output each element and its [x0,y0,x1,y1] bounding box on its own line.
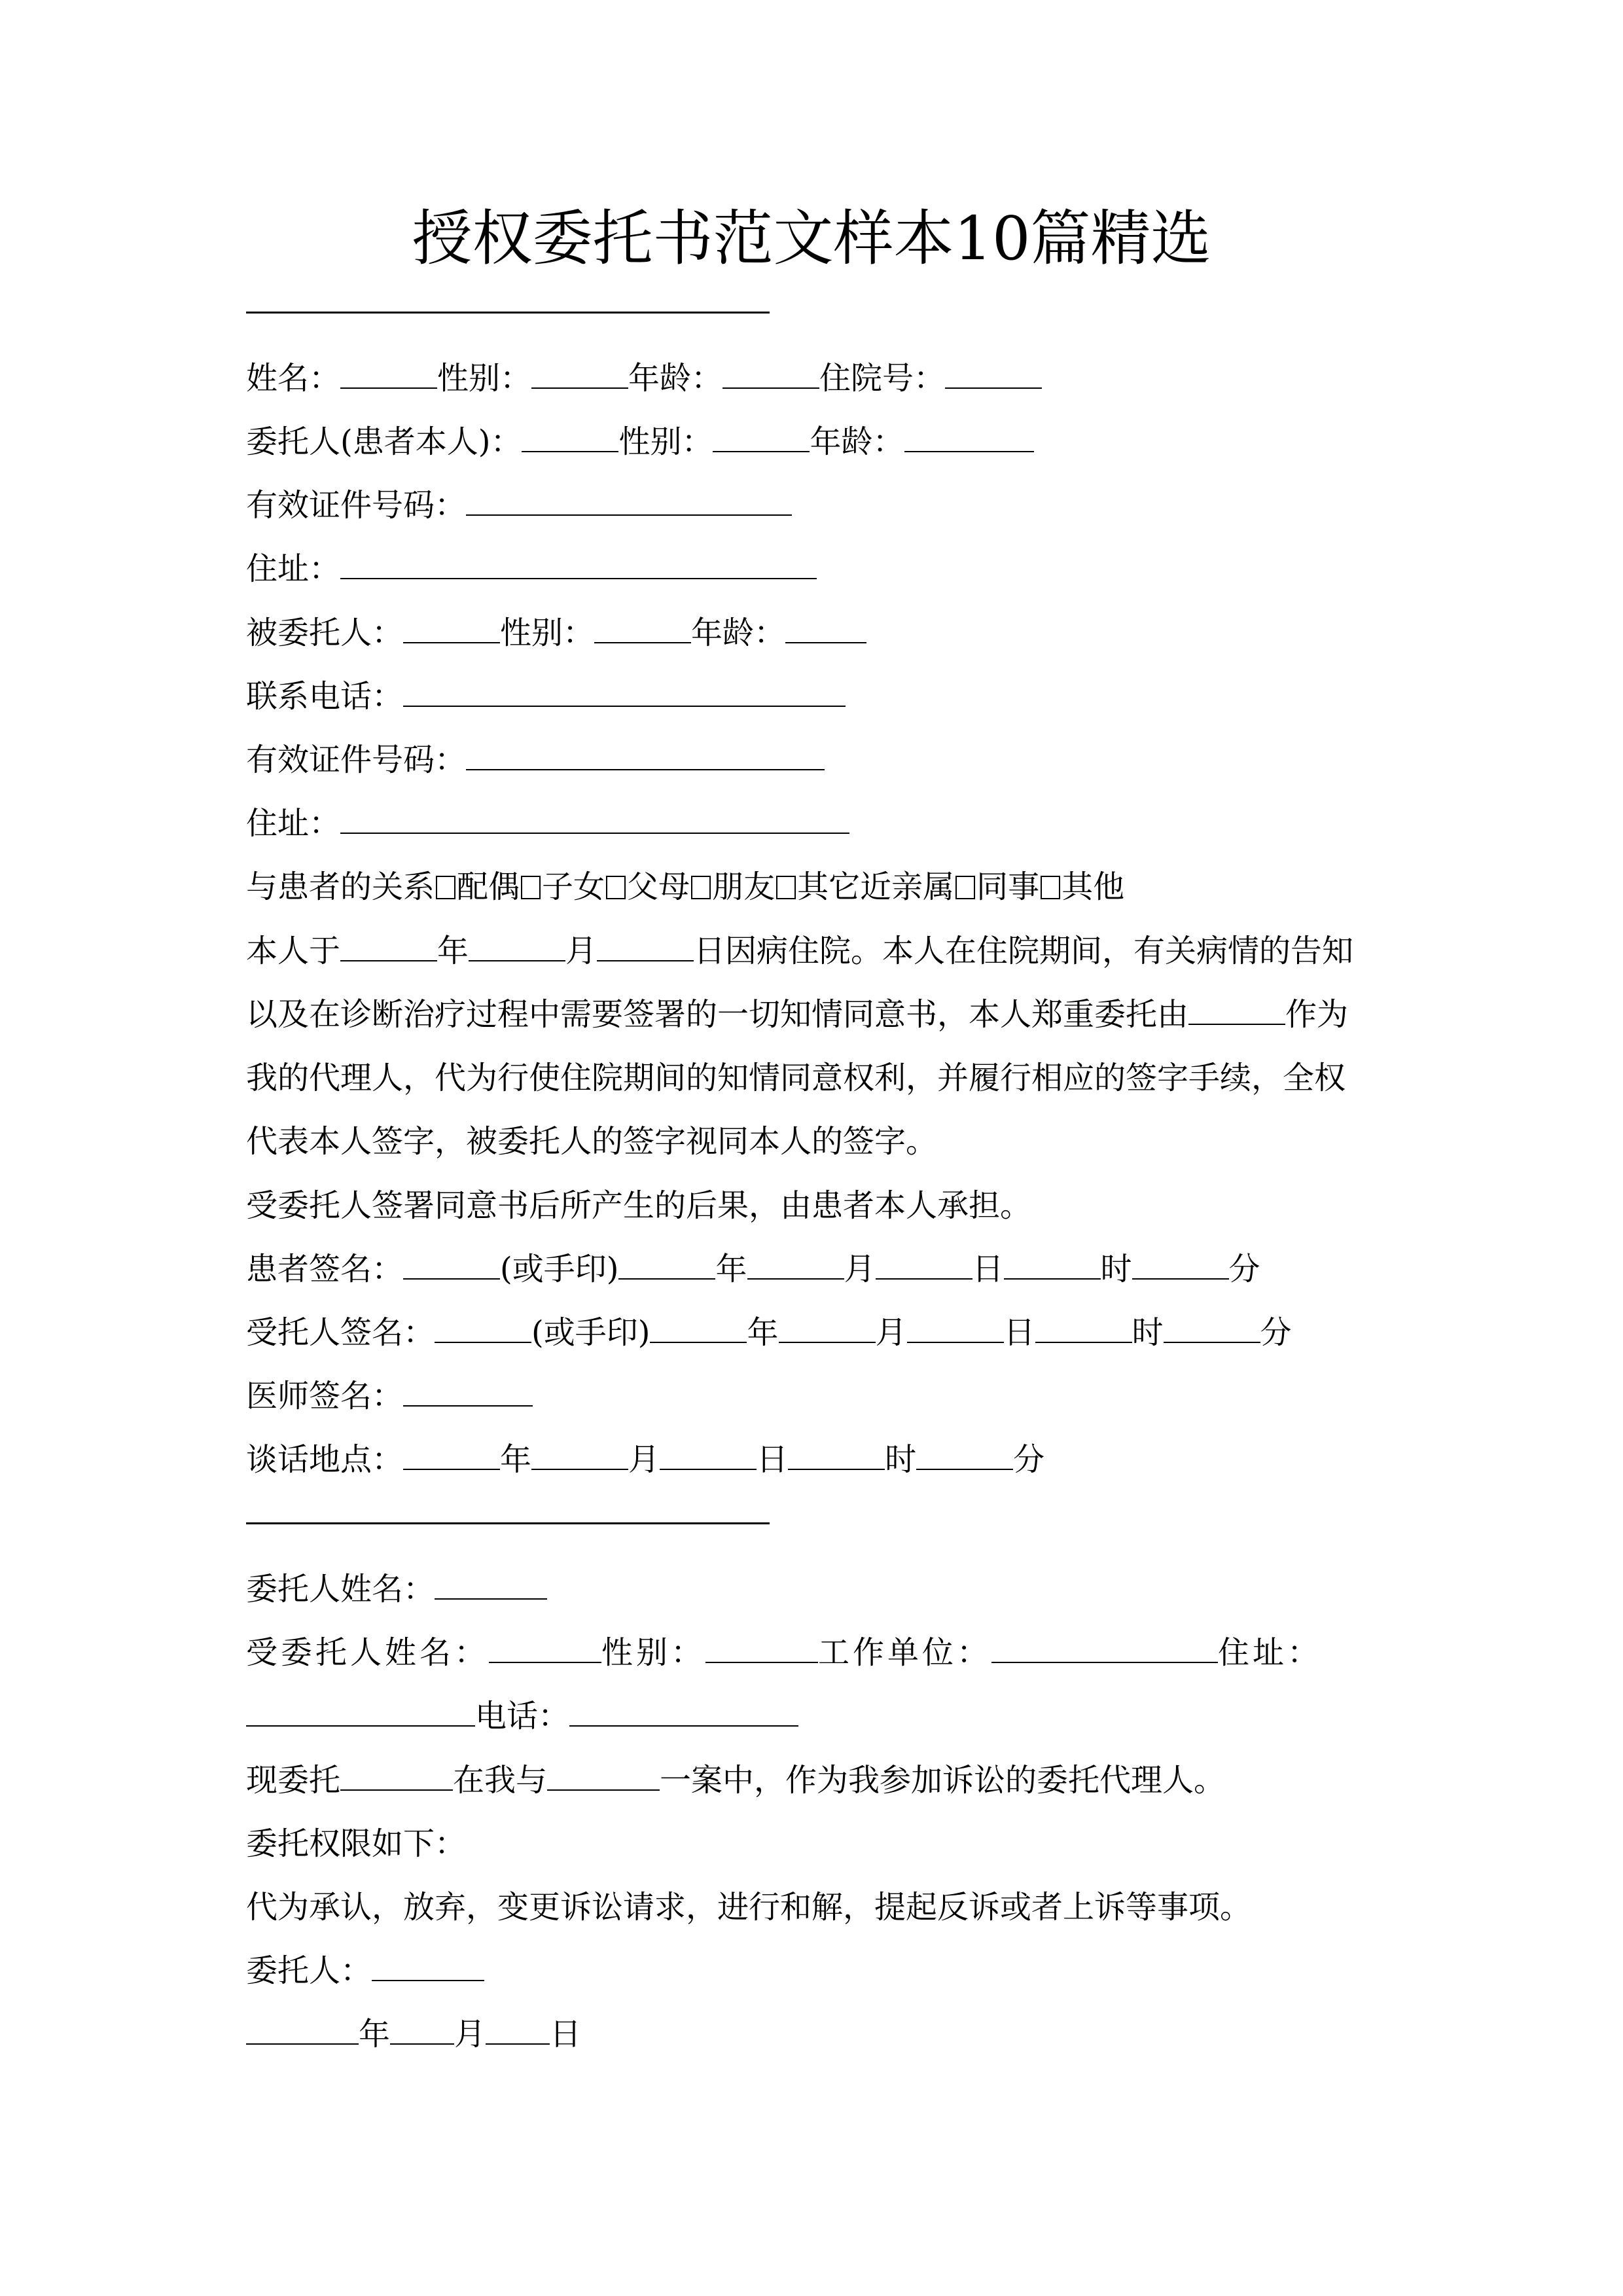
thumbprint-note: (或手印) [500,1251,619,1287]
checkbox-spouse[interactable] [436,876,455,899]
agent-gender-label: 性别： [601,1634,706,1671]
agent-line [246,613,866,653]
year-label: 年 [359,2016,391,2053]
document-title: 授权委托书范文样本10篇精选 [412,204,1211,274]
relationship-line [246,867,1124,906]
patient-signature-blank[interactable] [403,1252,500,1280]
month-blank[interactable] [390,2017,454,2045]
authorization-para-line-3: 我的代理人，代为行使住院期间的知情同意权利，并履行相应的签字手续，全权 [246,1060,1346,1096]
divider-2 [246,1522,770,1524]
agent-signature-blank[interactable] [435,1316,531,1343]
entrust-line [246,1761,1225,1800]
address-blank[interactable] [340,552,817,579]
admission-number-blank[interactable] [945,361,1042,389]
authorization-para-line-1 [246,931,1353,971]
year-label: 年 [715,1251,747,1287]
agent-details-line [246,1633,1322,1672]
month-label: 月 [628,1441,660,1478]
day-label: 日 [550,2016,582,2053]
para-text: 日因病住院。本人在住院期间，有关病情的告知 [694,933,1354,969]
option-other: 其他 [1061,869,1125,905]
scope-line: 代为承认，放弃，变更诉讼请求，进行和解，提起反诉或者上诉等事项。 [246,1889,1252,1926]
principal-age-label: 年龄： [810,423,904,460]
patient-signature-label: 患者签名： [246,1251,404,1287]
admit-day-blank[interactable] [597,934,694,961]
minute-blank[interactable] [916,1443,1013,1470]
month-label: 月 [875,1314,907,1351]
minute-label: 分 [1013,1441,1045,1478]
principal-name-blank[interactable] [435,1572,547,1600]
option-friend: 朋友 [712,869,776,905]
phone-blank[interactable] [403,679,846,707]
checkbox-colleague[interactable] [955,876,975,899]
entrust-text: 现委托 [246,1762,341,1799]
month-blank[interactable] [531,1443,628,1470]
entrust-text: 在我与 [453,1762,548,1799]
principal-gender-label: 性别： [618,423,713,460]
address-label: 住址： [246,550,341,587]
hour-blank[interactable] [1035,1316,1132,1343]
date-line [246,2015,581,2054]
hour-blank[interactable] [788,1443,885,1470]
doctor-signature-line [246,1376,533,1416]
scope-label-line: 委托权限如下： [246,1825,467,1862]
talk-location-blank[interactable] [403,1443,500,1470]
thumbprint-note: (或手印) [531,1314,651,1351]
age-label: 年龄： [628,360,723,397]
day-blank[interactable] [907,1316,1004,1343]
minute-label: 分 [1260,1314,1292,1351]
agent-address-label: 住址： [246,805,341,842]
name-label: 姓名： [246,360,341,397]
agent-address-blank[interactable] [340,806,849,834]
month-blank[interactable] [747,1252,844,1280]
agent-gender-blank[interactable] [594,616,691,643]
checkbox-children[interactable] [521,876,541,899]
admission-number-label: 住院号： [819,360,946,397]
principal-address-line [246,549,817,588]
agent-age-blank[interactable] [785,616,866,643]
principal-label: 委托人(患者本人)： [246,423,522,460]
signer-line [246,1951,484,1990]
relationship-label: 与患者的关系 [246,869,435,905]
hour-label: 时 [1100,1251,1132,1287]
month-label: 月 [454,2016,486,2053]
year-blank[interactable] [618,1252,715,1280]
agent-age-label: 年龄： [691,615,786,651]
principal-age-blank[interactable] [904,425,1034,452]
divider-1 [246,312,770,314]
agent-gender-label: 性别： [500,615,595,651]
talk-location-label: 谈话地点： [246,1441,404,1478]
phone-label: 电话： [475,1698,570,1734]
para-text: 年 [437,933,469,969]
signer-blank[interactable] [372,1954,484,1981]
age-blank[interactable] [722,361,819,389]
agent-name-label: 受委托人姓名： [246,1634,490,1671]
phone-blank[interactable] [569,1699,798,1727]
agent-address-blank[interactable] [246,1699,475,1727]
delegate-name-blank[interactable] [1188,997,1285,1025]
option-children: 子女 [542,869,605,905]
gender-label: 性别： [437,360,532,397]
authorization-para-line-2 [246,995,1348,1034]
workplace-blank[interactable] [991,1636,1218,1663]
doctor-signature-label: 医师签名： [246,1378,404,1414]
year-blank[interactable] [650,1316,747,1343]
day-label: 日 [757,1441,789,1478]
id-number-label: 有效证件号码： [246,487,467,524]
agent-name-blank[interactable] [489,1636,601,1663]
admit-month-blank[interactable] [469,934,565,961]
signer-label: 委托人： [246,1952,372,1989]
agent-blank[interactable] [403,616,500,643]
gender-blank[interactable] [531,361,628,389]
agent-signature-line [246,1313,1292,1352]
opposing-party-blank[interactable] [547,1763,660,1791]
authorization-para-line-4: 代表本人签字，被委托人的签字视同本人的签字。 [246,1123,938,1160]
patient-info-line [246,359,1042,398]
phone-label: 联系电话： [246,678,404,715]
agent-phone-line [246,677,846,716]
principal-blank[interactable] [522,425,618,452]
option-spouse: 配偶 [457,869,520,905]
name-blank[interactable] [340,361,437,389]
principal-name-line [246,1570,547,1609]
para-text: 月 [565,933,597,969]
id-number-blank[interactable] [466,488,792,516]
minute-blank[interactable] [1164,1316,1260,1343]
year-label: 年 [500,1441,532,1478]
day-label: 日 [972,1251,1004,1287]
agent-id-line [246,740,825,780]
checkbox-other[interactable] [1041,876,1060,899]
checkbox-friend[interactable] [691,876,711,899]
month-label: 月 [844,1251,876,1287]
agent-address-phone-line [246,1696,798,1736]
option-parents: 父母 [627,869,690,905]
principal-line [246,422,1034,461]
agent-gender-blank[interactable] [705,1636,818,1663]
agent-id-label: 有效证件号码： [246,742,467,778]
hour-blank[interactable] [1004,1252,1101,1280]
agent-id-blank[interactable] [466,743,825,770]
year-label: 年 [747,1314,779,1351]
consequence-line: 受委托人签署同意书后所产生的后果，由患者本人承担。 [246,1187,1032,1224]
agent-signature-label: 受托人签名： [246,1314,435,1351]
admit-year-blank[interactable] [340,934,437,961]
day-blank[interactable] [486,2017,550,2045]
agent-address-label: 住址： [1218,1634,1323,1671]
principal-gender-blank[interactable] [713,425,810,452]
minute-label: 分 [1228,1251,1260,1287]
month-blank[interactable] [779,1316,876,1343]
hour-label: 时 [885,1441,917,1478]
checkbox-parents[interactable] [606,876,626,899]
workplace-label: 工作单位： [818,1634,992,1671]
minute-blank[interactable] [1132,1252,1229,1280]
agent-label: 被委托人： [246,615,404,651]
talk-location-line [246,1440,1044,1479]
patient-signature-line [246,1249,1260,1289]
hour-label: 时 [1132,1314,1164,1351]
entrusted-person-blank[interactable] [340,1763,453,1791]
doctor-signature-blank[interactable] [403,1379,533,1407]
agent-address-line [246,804,849,843]
option-colleague: 同事 [976,869,1040,905]
day-blank[interactable] [660,1443,757,1470]
option-relatives: 其它近亲属 [797,869,955,905]
principal-id-line [246,486,792,525]
para-text: 本人于 [246,933,341,969]
day-label: 日 [1003,1314,1035,1351]
principal-name-label: 委托人姓名： [246,1571,435,1607]
day-blank[interactable] [876,1252,972,1280]
checkbox-relatives[interactable] [776,876,796,899]
year-blank[interactable] [246,2017,359,2045]
para-text: 以及在诊断治疗过程中需要签署的一切知情同意书，本人郑重委托由 [246,996,1189,1033]
entrust-text: 一案中，作为我参加诉讼的委托代理人。 [660,1762,1226,1799]
para-text: 作为 [1285,996,1349,1033]
